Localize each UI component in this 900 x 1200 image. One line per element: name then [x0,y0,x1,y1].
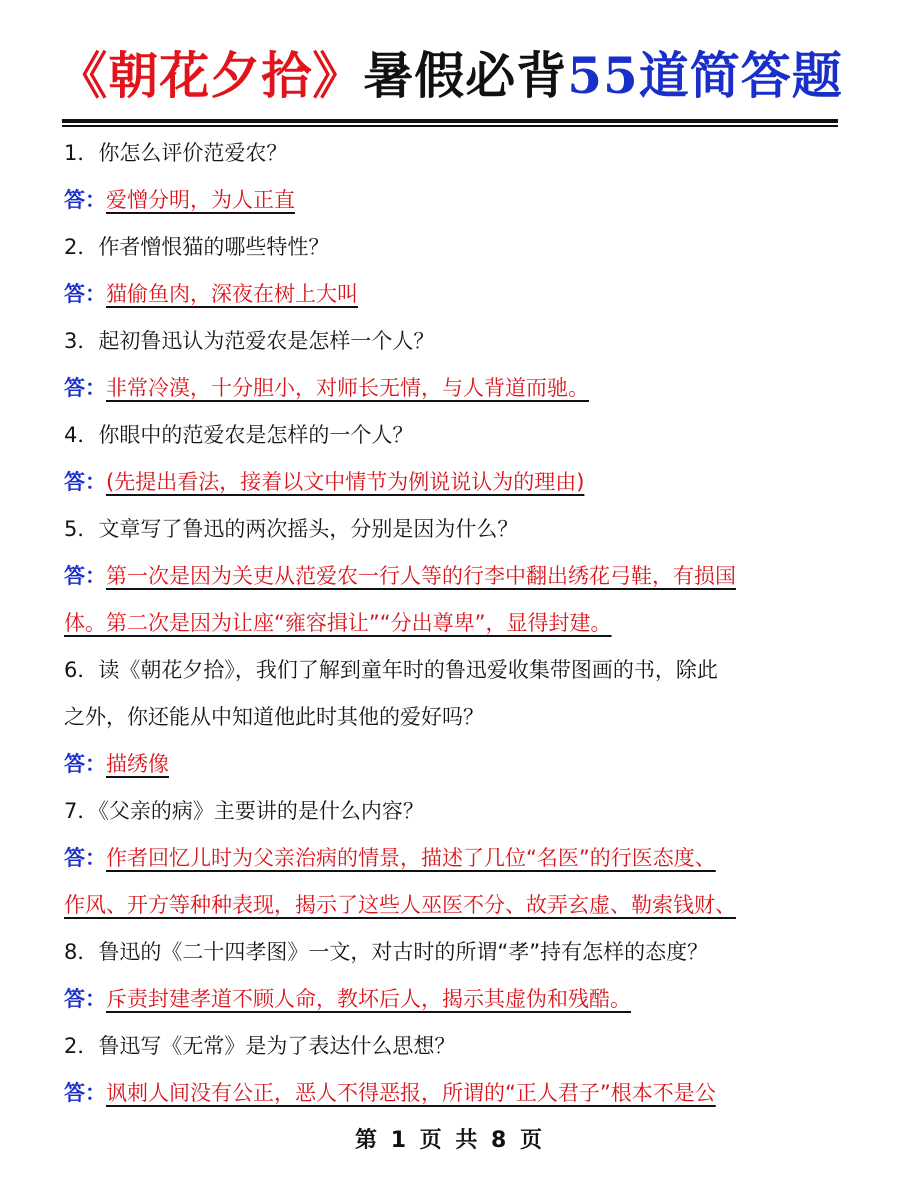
question-text: 5．文章写了鲁迅的两次摇头，分别是因为什么？ [64,517,519,541]
title-divider-thin [62,125,838,127]
answer-label: 答： [64,188,106,212]
title-divider-thick [62,119,838,123]
answer-label: 答： [64,752,106,776]
answer-continuation-line [64,600,844,647]
title-number: 55 [567,46,639,105]
answer-text: 第一次是因为关吏从范爱农一行人等的行李中翻出绣花弓鞋，有损国 [106,564,736,588]
question-text: 2．作者憎恨猫的哪些特性？ [64,235,330,259]
answer-text: 描绣像 [106,752,169,776]
answer-line [64,271,844,318]
document-title [0,36,900,116]
question-line [64,788,844,835]
page-footer: 第 1 页 共 8 页 [355,1128,545,1153]
answer-label: 答： [64,987,106,1011]
answer-text: 讽刺人间没有公正，恶人不得恶报，所谓的“正人君子”根本不是公 [106,1081,716,1105]
answer-text: 猫偷鱼肉，深夜在树上大叫 [106,282,358,306]
question-line [64,1023,844,1070]
answer-line [64,459,844,506]
answer-line [64,835,844,882]
title-suffix: 道简答题 [638,46,843,105]
answer-label: 答： [64,1081,106,1105]
question-text: 2．鲁迅写《无常》是为了表达什么思想？ [64,1034,456,1058]
answer-label: 答： [64,564,106,588]
question-text: 之外，你还能从中知道他此时其他的爱好吗？ [64,705,484,729]
answer-line [64,1070,844,1117]
question-text: 3．起初鲁迅认为范爱农是怎样一个人？ [64,329,435,353]
question-line [64,412,844,459]
answer-label: 答： [64,282,106,306]
question-line [64,506,844,553]
question-text: 4．你眼中的范爱农是怎样的一个人？ [64,423,414,447]
answer-text: 爱憎分明，为人正直 [106,188,295,212]
answer-label: 答： [64,376,106,400]
question-line [64,130,844,177]
answer-text: 作风、开方等种种表现，揭示了这些人巫医不分、故弄玄虚、勒索钱财、 [64,893,736,917]
answer-text: 体。第二次是因为让座“雍容揖让”“分出尊卑”，显得封建。 [64,611,612,635]
title-book-name: 《朝花夕拾》 [57,46,364,105]
answer-line [64,553,844,600]
answer-text: 作者回忆儿时为父亲治病的情景，描述了几位“名医”的行医态度、 [106,846,716,870]
question-line [64,224,844,271]
question-text: 1．你怎么评价范爱农？ [64,141,288,165]
answer-line [64,976,844,1023]
question-line [64,318,844,365]
question-line [64,647,844,694]
answer-text: 非常冷漠，十分胆小，对师长无情，与人背道而驰。 [106,376,589,400]
answer-text: (先提出看法，接着以文中情节为例说说认为的理由) [106,470,585,494]
question-text: 7．《父亲的病》主要讲的是什么内容？ [64,799,424,823]
question-line [64,694,844,741]
answer-label: 答： [64,470,106,494]
question-text: 8．鲁迅的《二十四孝图》一文，对古时的所谓“孝”持有怎样的态度？ [64,940,709,964]
answer-line [64,365,844,412]
answer-label: 答： [64,846,106,870]
question-list [64,130,844,1117]
title-text: 暑假必背 [363,46,568,105]
question-text: 6．读《朝花夕拾》，我们了解到童年时的鲁迅爱收集带图画的书，除此 [64,658,718,682]
answer-continuation-line [64,882,844,929]
answer-line [64,741,844,788]
question-line [64,929,844,976]
answer-text: 斥责封建孝道不顾人命，教坏后人，揭示其虚伪和残酷。 [106,987,631,1011]
answer-line [64,177,844,224]
